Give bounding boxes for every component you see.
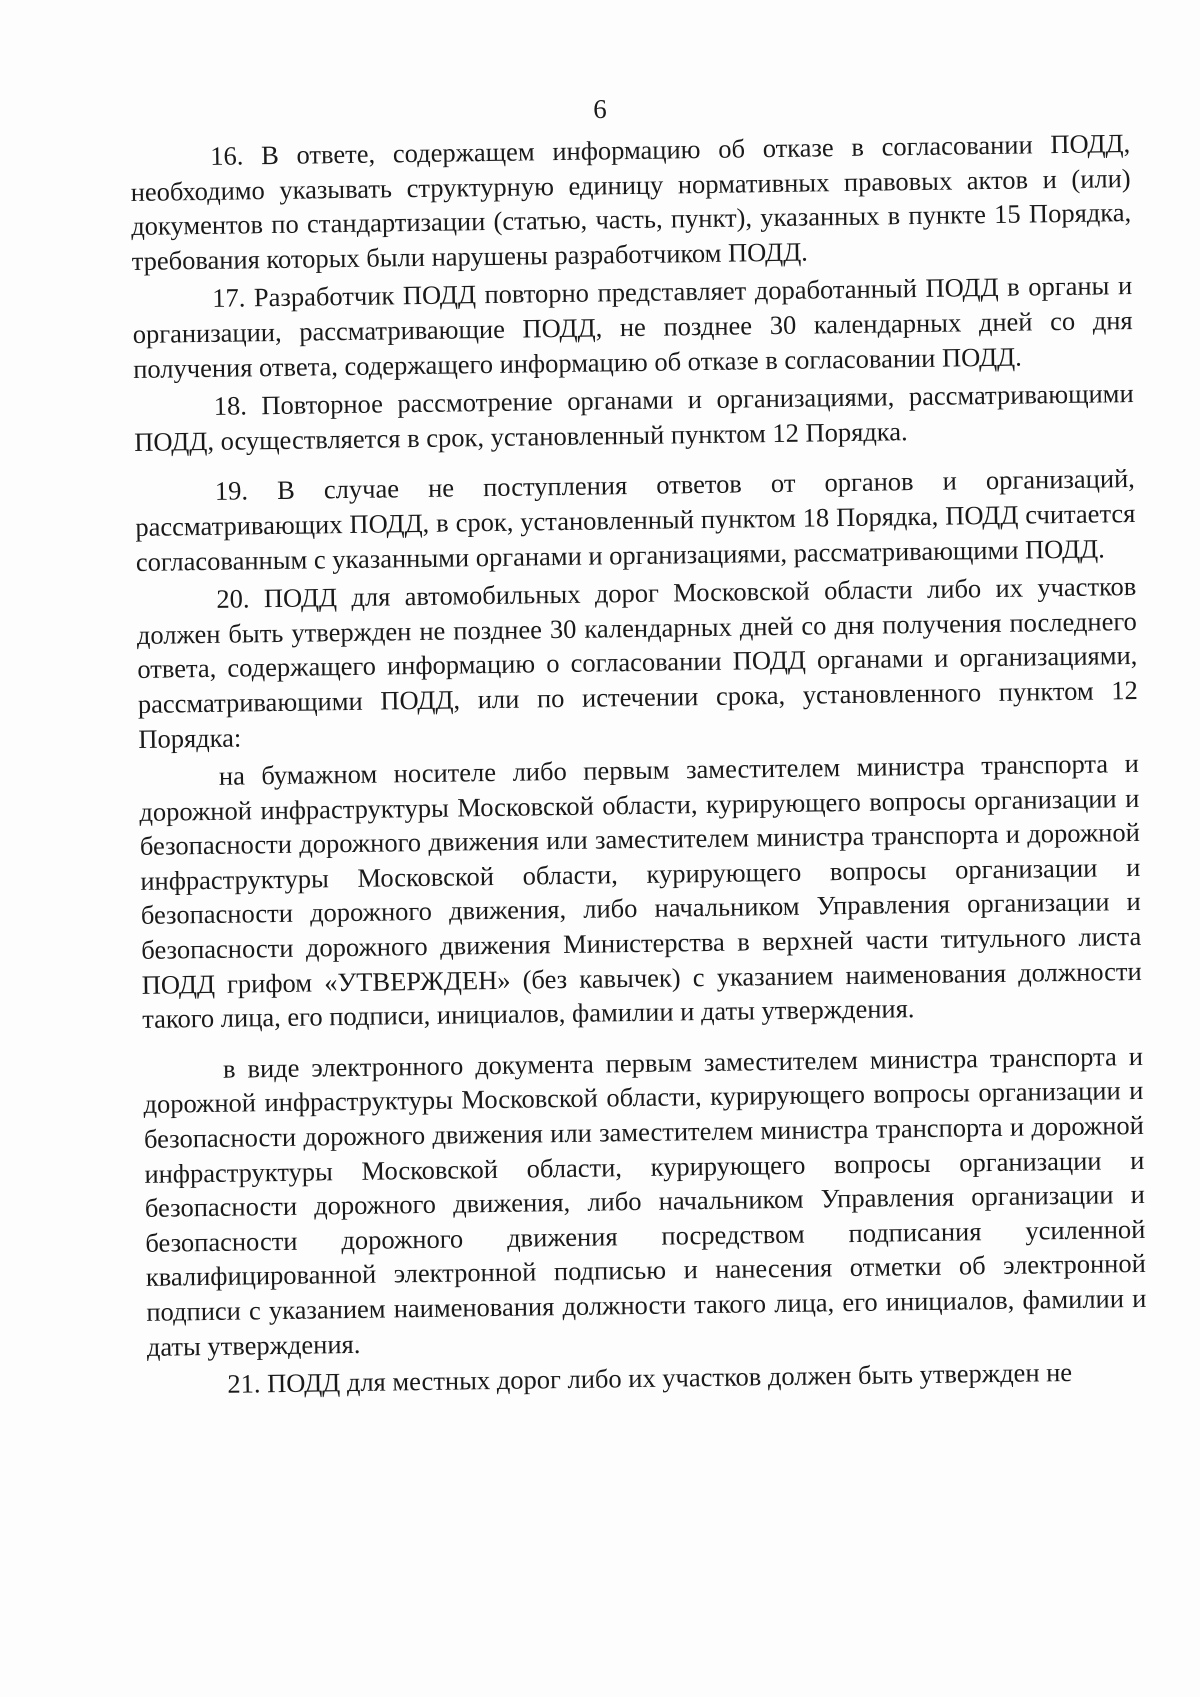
- paragraph-16: 16. В ответе, содержащем информацию об отказе в согласовании ПОДД, необходимо указывать структурную единицу нормативных правовых актов и (или) документов по стандартизации (статью, часть, пункт), указанных в пункте 15 Порядка, требования которых были нарушены разработчиком ПОДД.: [130, 128, 1132, 276]
- paragraph-20: 20. ПОДД для автомобильных дорог Московской области либо их участков должен быть утвержден не позднее 30 календарных дней со дня получения последнего ответа, содержащего информацию о согласовании ПОДД органами и организациями, рассматривающими ПОДД, или по истечении срока, установленного пунктом 12 Порядка:: [136, 571, 1138, 754]
- paragraph-20-electronic-approval: в виде электронного документа первым заместителем министра транспорта и дорожной инфраструктуры Московской области, курирующего вопросы организации и безопасности дорожного движения или заместителем министра транспорта и дорожной инфраструктуры Московской области, курирующего вопросы организации и безопасности дорожного движения, либо начальником Управления организации и безопасности дорожного движения посредством подписания усиленной квалифицированной электронной подписью и нанесения отметки об электронной подписи с указанием наименования должности такого лица, его инициалов, фамилии и даты утверждения.: [143, 1040, 1147, 1362]
- paragraph-19: 19. В случае не поступления ответов от органов и организаций, рассматривающих ПОДД, в срок, установленный пунктом 18 Порядка, ПОДД считается согласованным с указанными органами и организациями, рассматривающими ПОДД.: [135, 463, 1136, 577]
- document-body: [130, 126, 1148, 1403]
- page-number: 6: [593, 94, 607, 124]
- paragraph-20-paper-approval: на бумажном носителе либо первым заместителем министра транспорта и дорожной инфраструктуры Московской области, курирующего вопросы организации и безопасности дорожного движения или заместителем министра транспорта и дорожной инфраструктуры Московской области, курирующего вопросы организации и безопасности дорожного движения, либо начальником Управления организации и безопасности дорожного движения Министерства в верхней части титульного листа ПОДД грифом «УТВЕРЖДЕН» (без кавычек) с указанием наименования должности такого лица, его подписи, инициалов, фамилии и даты утверждения.: [139, 748, 1142, 1035]
- paragraph-18: 18. Повторное рассмотрение органами и организациями, рассматривающими ПОДД, осуществляется в срок, установленный пунктом 12 Порядка.: [134, 378, 1134, 457]
- paragraph-17: 17. Разработчик ПОДД повторно представляет доработанный ПОДД в органы и организации, рассматривающие ПОДД, не позднее 30 календарных дней со дня получения ответа, содержащего информацию об отказе в согласовании ПОДД.: [132, 270, 1133, 384]
- paragraph-21: 21. ПОДД для местных дорог либо их участков должен быть утвержден не: [227, 1357, 1073, 1399]
